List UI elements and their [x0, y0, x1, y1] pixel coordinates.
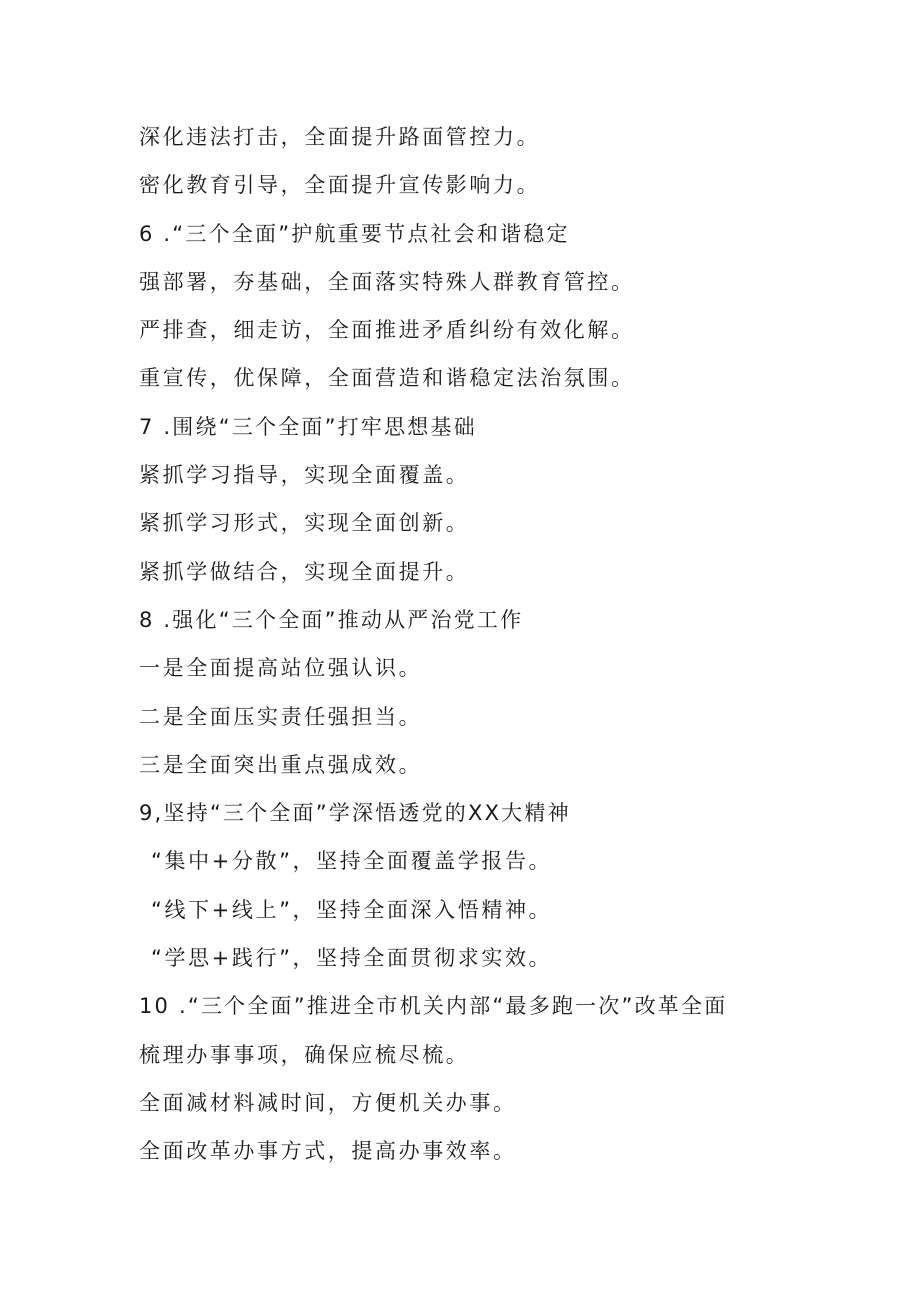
section-heading: 7 .围绕“三个全面”打牢思想基础 — [139, 414, 477, 439]
section-heading: 10 .“三个全面”推进全市机关内部“最多跑一次”改革全面 — [139, 994, 728, 1019]
text-line: 强部署，夯基础，全面落实特殊人群教育管控。 — [139, 269, 635, 294]
text-line: 密化教育引导，全面提升宣传影响力。 — [139, 173, 541, 198]
text-line: 梳理办事事项，确保应梳尽梳。 — [139, 1042, 470, 1067]
text-line: 一是全面提高站位强认识。 — [139, 656, 423, 681]
section-heading: 9,坚持“三个全面”学深悟透党的XX大精神 — [139, 801, 571, 826]
section-heading: 6 .“三个全面”护航重要节点社会和谐稳定 — [139, 221, 570, 246]
text-line: 紧抓学习指导，实现全面覆盖。 — [139, 463, 470, 488]
text-line: 三是全面突出重点强成效。 — [139, 752, 423, 777]
text-line: “线下+线上”，坚持全面深入悟精神。 — [151, 897, 553, 922]
text-line: 深化违法打击，全面提升路面管控力。 — [139, 125, 541, 149]
text-line: 紧抓学做结合，实现全面提升。 — [139, 559, 470, 584]
section-heading: 8 .强化“三个全面”推动从严治党工作 — [139, 607, 524, 632]
document-body — [0, 113, 920, 1176]
text-line: 紧抓学习形式，实现全面创新。 — [139, 511, 470, 536]
text-line: 全面减材料减时间，方便机关办事。 — [139, 1090, 517, 1115]
text-line: 重宣传，优保障，全面营造和谐稳定法治氛围。 — [139, 366, 635, 391]
text-line: 严排查，细走访，全面推进矛盾纠纷有效化解。 — [139, 318, 635, 343]
text-line: “学思+践行”，坚持全面贯彻求实效。 — [151, 946, 553, 971]
text-line: 二是全面压实责任强担当。 — [139, 704, 423, 729]
text-line: “集中+分散”，坚持全面覆盖学报告。 — [151, 849, 553, 874]
text-line: 全面改革办事方式，提高办事效率。 — [139, 1139, 517, 1164]
